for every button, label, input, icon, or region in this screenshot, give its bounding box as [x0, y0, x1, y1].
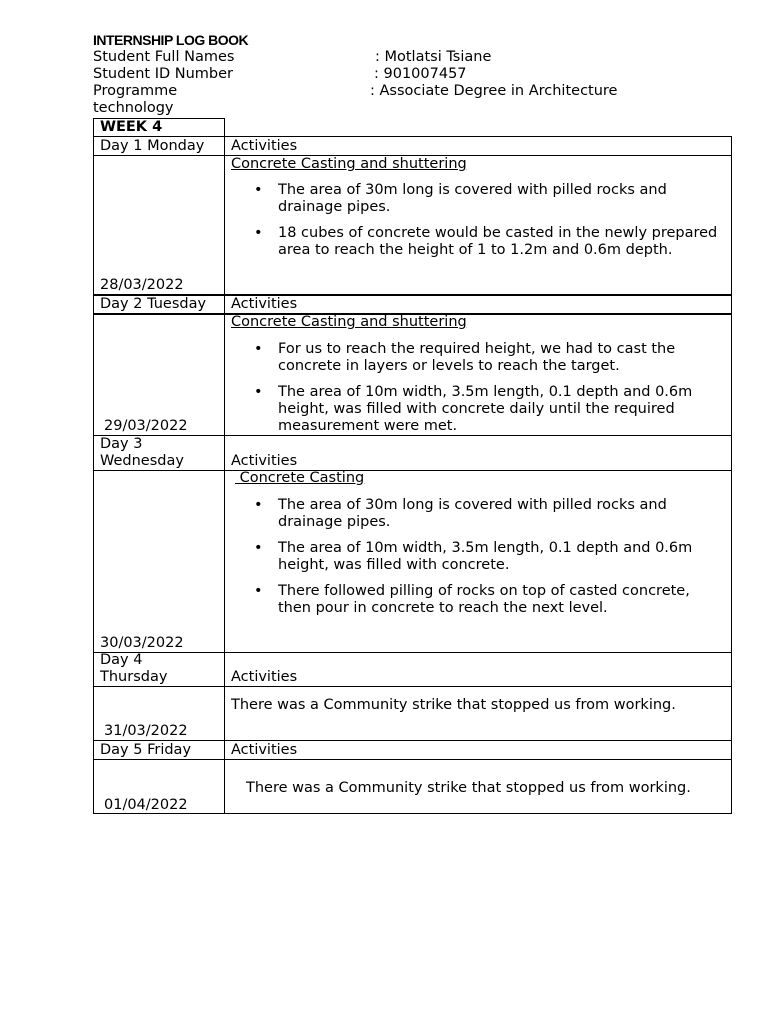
field-label-programme: Programme	[93, 83, 178, 99]
table-left-border	[93, 118, 94, 814]
day-3-bullet: • There followed pilling of rocks on top of casted concrete, then pour in concrete to reach the next level.	[232, 583, 726, 617]
day-4-date: 31/03/2022	[104, 723, 188, 739]
row-line	[93, 652, 732, 653]
row-line	[93, 470, 732, 471]
day-3-heading: Concrete Casting	[235, 470, 365, 486]
field-label-full-names: Student Full Names	[93, 49, 235, 65]
day-3-bullet-list	[232, 497, 726, 626]
day-3-date: 30/03/2022	[100, 635, 184, 651]
day-3-bullet: • The area of 30m long is covered with pilled rocks and drainage pipes.	[232, 497, 726, 531]
day-3-label-line2: Wednesday	[100, 453, 184, 469]
day-2-bullet: • The area of 10m width, 3.5m length, 0.1 depth and 0.6m height, was filled with concrete daily until the required measurement were met.	[232, 384, 726, 435]
day-1-heading: Concrete Casting and shuttering	[231, 156, 467, 172]
table-divider	[224, 118, 225, 814]
day-1-bullet: • The area of 30m long is covered with pilled rocks and drainage pipes.	[232, 182, 726, 216]
day-4-label-line2: Thursday	[100, 669, 168, 685]
day-2-bullet: • For us to reach the required height, we had to cast the concrete in layers or levels to reach the target.	[232, 341, 726, 375]
day-4-text: There was a Community strike that stopped us from working.	[231, 697, 676, 713]
day-1-date: 28/03/2022	[100, 277, 184, 293]
day-5-text: There was a Community strike that stopped us from working.	[246, 780, 691, 796]
day-1-bullet-list	[232, 182, 726, 268]
day-2-heading: Concrete Casting and shuttering	[231, 314, 467, 330]
day-2-bullet-list	[232, 341, 726, 444]
day-5-date: 01/04/2022	[104, 797, 188, 813]
day-4-label-line1: Day 4	[100, 652, 143, 668]
day-2-label: Day 2 Tuesday	[100, 296, 207, 312]
day-1-label: Day 1 Monday	[100, 138, 205, 154]
row-line	[93, 759, 732, 760]
day-3-label-line1: Day 3	[100, 436, 143, 452]
field-value-programme: : Associate Degree in Architecture	[370, 83, 618, 99]
day-5-label: Day 5 Friday	[100, 742, 192, 758]
day-1-bullet: • 18 cubes of concrete would be casted in the newly prepared area to reach the height of 1 to 1.2m and 0.6m depth.	[232, 225, 726, 259]
day-2-activities-label: Activities	[231, 296, 298, 312]
day-5-activities-label: Activities	[231, 742, 298, 758]
day-3-activities-label: Activities	[231, 453, 298, 469]
table-right-border	[731, 136, 732, 814]
field-value-student-id: : 901007457	[374, 66, 467, 82]
field-label-student-id: Student ID Number	[93, 66, 233, 82]
day-3-bullet: • The area of 10m width, 3.5m length, 0.1 depth and 0.6m height, was filled with concrete.	[232, 540, 726, 574]
row-line	[93, 136, 732, 137]
field-value-full-names: : Motlatsi Tsiane	[375, 49, 492, 65]
row-line	[93, 686, 732, 687]
document-title: INTERNSHIP LOG BOOK	[93, 32, 249, 48]
row-line	[93, 740, 732, 741]
day-4-activities-label: Activities	[231, 669, 298, 685]
field-label-programme-cont: technology	[93, 100, 174, 116]
day-1-activities-label: Activities	[231, 138, 298, 154]
week-label: WEEK 4	[100, 119, 163, 135]
day-2-date: 29/03/2022	[104, 418, 188, 434]
table-bottom-border	[93, 813, 732, 814]
